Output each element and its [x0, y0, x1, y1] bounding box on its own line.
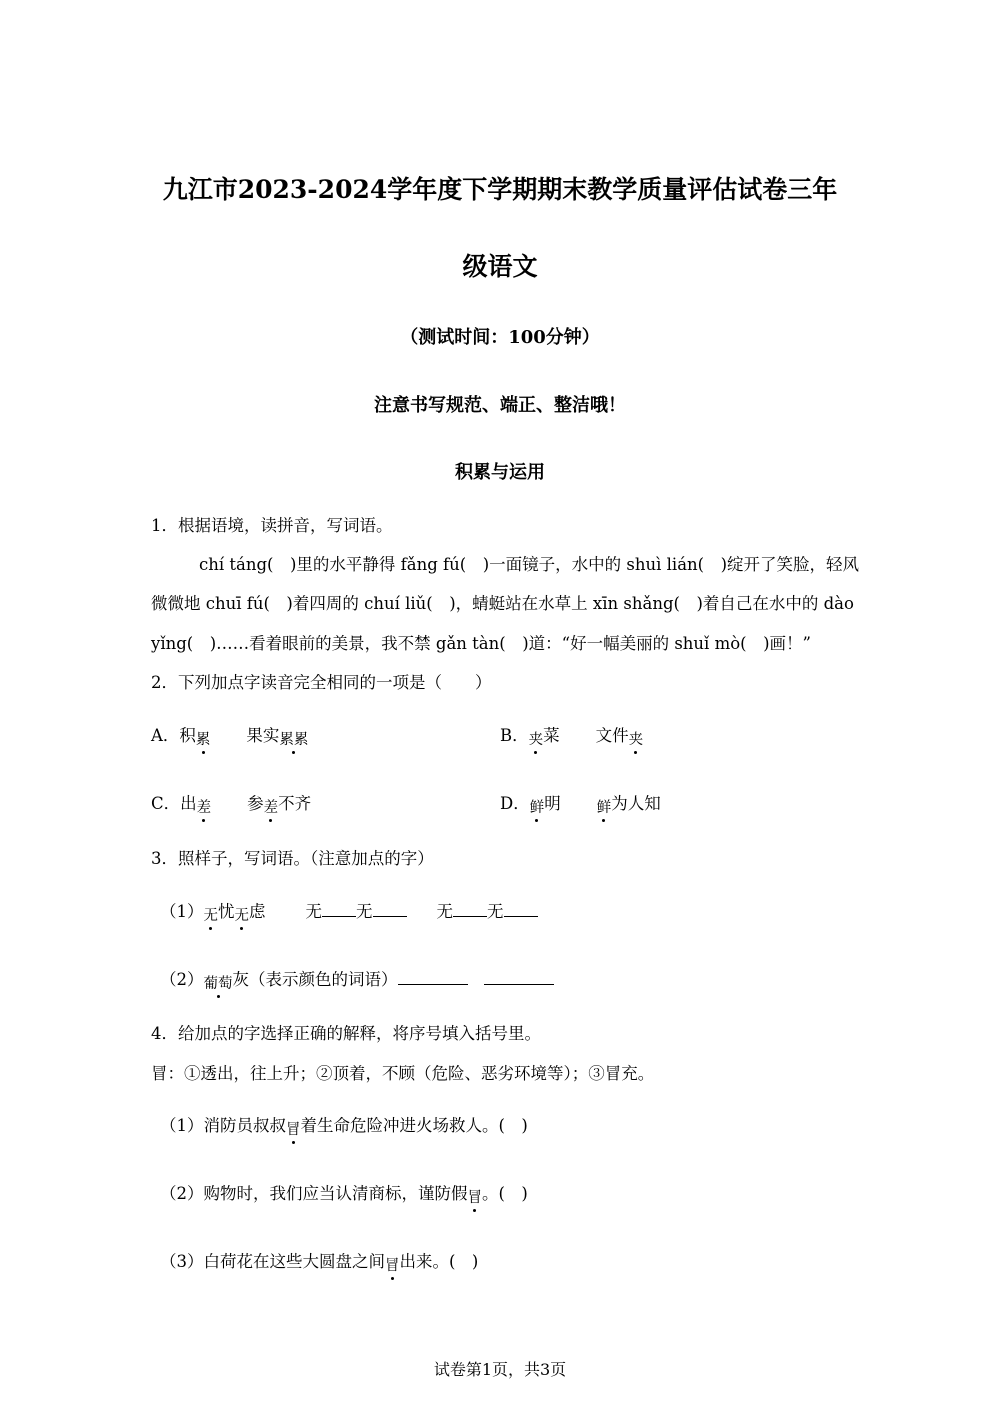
option-b-word: 菜 [543, 726, 560, 745]
example-text: 灰（表示颜色的词语） [232, 970, 398, 989]
option-c-dotted-char: 差 [197, 796, 212, 817]
item-text: （3）白荷花在这些大圆盘之间 [160, 1252, 385, 1271]
question-3-stem: 3．照样子，写词语。（注意加点的字） [151, 849, 434, 868]
option-a-label: A． [151, 726, 180, 745]
pattern-char: 无 [487, 902, 504, 921]
answer-blank[interactable] [322, 900, 356, 918]
answer-blank[interactable] [398, 968, 468, 986]
pattern-char: 无 [305, 902, 322, 921]
option-d-word-2: 为人知 [611, 794, 661, 813]
option-d-dotted-char-2: 鲜 [597, 796, 612, 817]
question-1-line-1: chí táng( )里的水平静得 fǎng fú( )一面镜子，水中的 shuì lián( )绽开了笑脸，轻风 [199, 555, 860, 574]
option-b-dotted-char: 夹 [529, 728, 544, 749]
dotted-chars: 葡萄 [204, 972, 233, 993]
question-1-line-3: yǐng( )……看着眼前的美景，我不禁 gǎn tàn( )道：“好一幅美丽的 shuǐ mò( )画！” [151, 634, 811, 653]
item-text-end: 。( ) [482, 1184, 528, 1203]
question-4-item-2 [160, 1180, 528, 1204]
example-char: 忧 [218, 902, 235, 921]
answer-blank[interactable] [484, 968, 554, 986]
page-footer: 试卷第1页，共3页 [433, 1360, 567, 1379]
option-b-label: B． [500, 726, 529, 745]
question-4-item-3 [160, 1248, 478, 1272]
answer-blank[interactable] [504, 900, 538, 918]
writing-notice: 注意书写规范、端正、整洁哦！ [374, 395, 626, 416]
option-b-dotted-char-2: 夹 [629, 728, 644, 749]
page-title: 九江市2023-2024学年度下学期期末教学质量评估试卷三年 [162, 175, 838, 204]
option-c-word: 出 [180, 794, 197, 813]
exam-duration: （测试时间：100分钟） [400, 327, 600, 348]
question-2-option-d [500, 790, 661, 814]
question-4-item-1 [160, 1112, 528, 1136]
option-c-word-3: 不齐 [278, 794, 312, 813]
item-text: （2）购物时，我们应当认清商标，谨防假 [160, 1184, 468, 1203]
answer-blank[interactable] [453, 900, 487, 918]
item-number: （2） [160, 970, 204, 989]
question-2-option-b [500, 722, 643, 746]
question-4-stem: 4．给加点的字选择正确的解释，将序号填入括号里。 [151, 1024, 541, 1043]
option-d-label: D． [500, 794, 530, 813]
page-title-line2: 级语文 [462, 252, 538, 281]
item-text: （1）消防员叔叔 [160, 1116, 286, 1135]
option-a-word-2: 果实 [246, 726, 280, 745]
option-a-dotted-char-2: 累累 [279, 728, 308, 749]
question-2-stem: 2．下列加点字读音完全相同的一项是（ ） [151, 673, 492, 692]
question-1-stem: 1．根据语境，读拼音，写词语。 [151, 516, 393, 535]
option-a-word: 积 [179, 726, 196, 745]
question-3-item-1 [160, 898, 538, 922]
dotted-char-2: 无 [235, 904, 250, 925]
dotted-char: 冒 [286, 1118, 301, 1139]
section-heading: 积累与运用 [455, 462, 545, 483]
option-c-label: C． [151, 794, 181, 813]
dotted-char: 无 [204, 904, 219, 925]
question-1-line-2: 微微地 chuī fú( )着四周的 chuí liǔ( )，蜻蜓站在水草上 xīn shǎng( )着自己在水中的 dào [151, 594, 854, 613]
option-c-word-2: 参 [247, 794, 264, 813]
item-text-end: 出来。( ) [399, 1252, 479, 1271]
item-number: （1） [160, 902, 204, 921]
option-a-dotted-char: 累 [196, 728, 211, 749]
pattern-char: 无 [356, 902, 373, 921]
question-3-item-2 [160, 966, 554, 990]
option-d-word: 明 [544, 794, 561, 813]
dotted-char: 冒 [468, 1186, 483, 1207]
option-d-dotted-char: 鲜 [530, 796, 545, 817]
pattern-char: 无 [436, 902, 453, 921]
example-char-2: 虑 [249, 902, 266, 921]
option-c-dotted-char-2: 差 [264, 796, 279, 817]
question-4-definitions: 冒：①透出，往上升；②顶着，不顾（危险、恶劣环境等）；③冒充。 [151, 1064, 655, 1083]
answer-blank[interactable] [373, 900, 407, 918]
option-b-word-2: 文件 [595, 726, 629, 745]
item-text-end: 着生命危险冲进火场救人。( ) [300, 1116, 528, 1135]
dotted-char: 冒 [385, 1254, 400, 1275]
question-2-option-c [151, 790, 311, 814]
question-2-option-a [151, 722, 308, 746]
